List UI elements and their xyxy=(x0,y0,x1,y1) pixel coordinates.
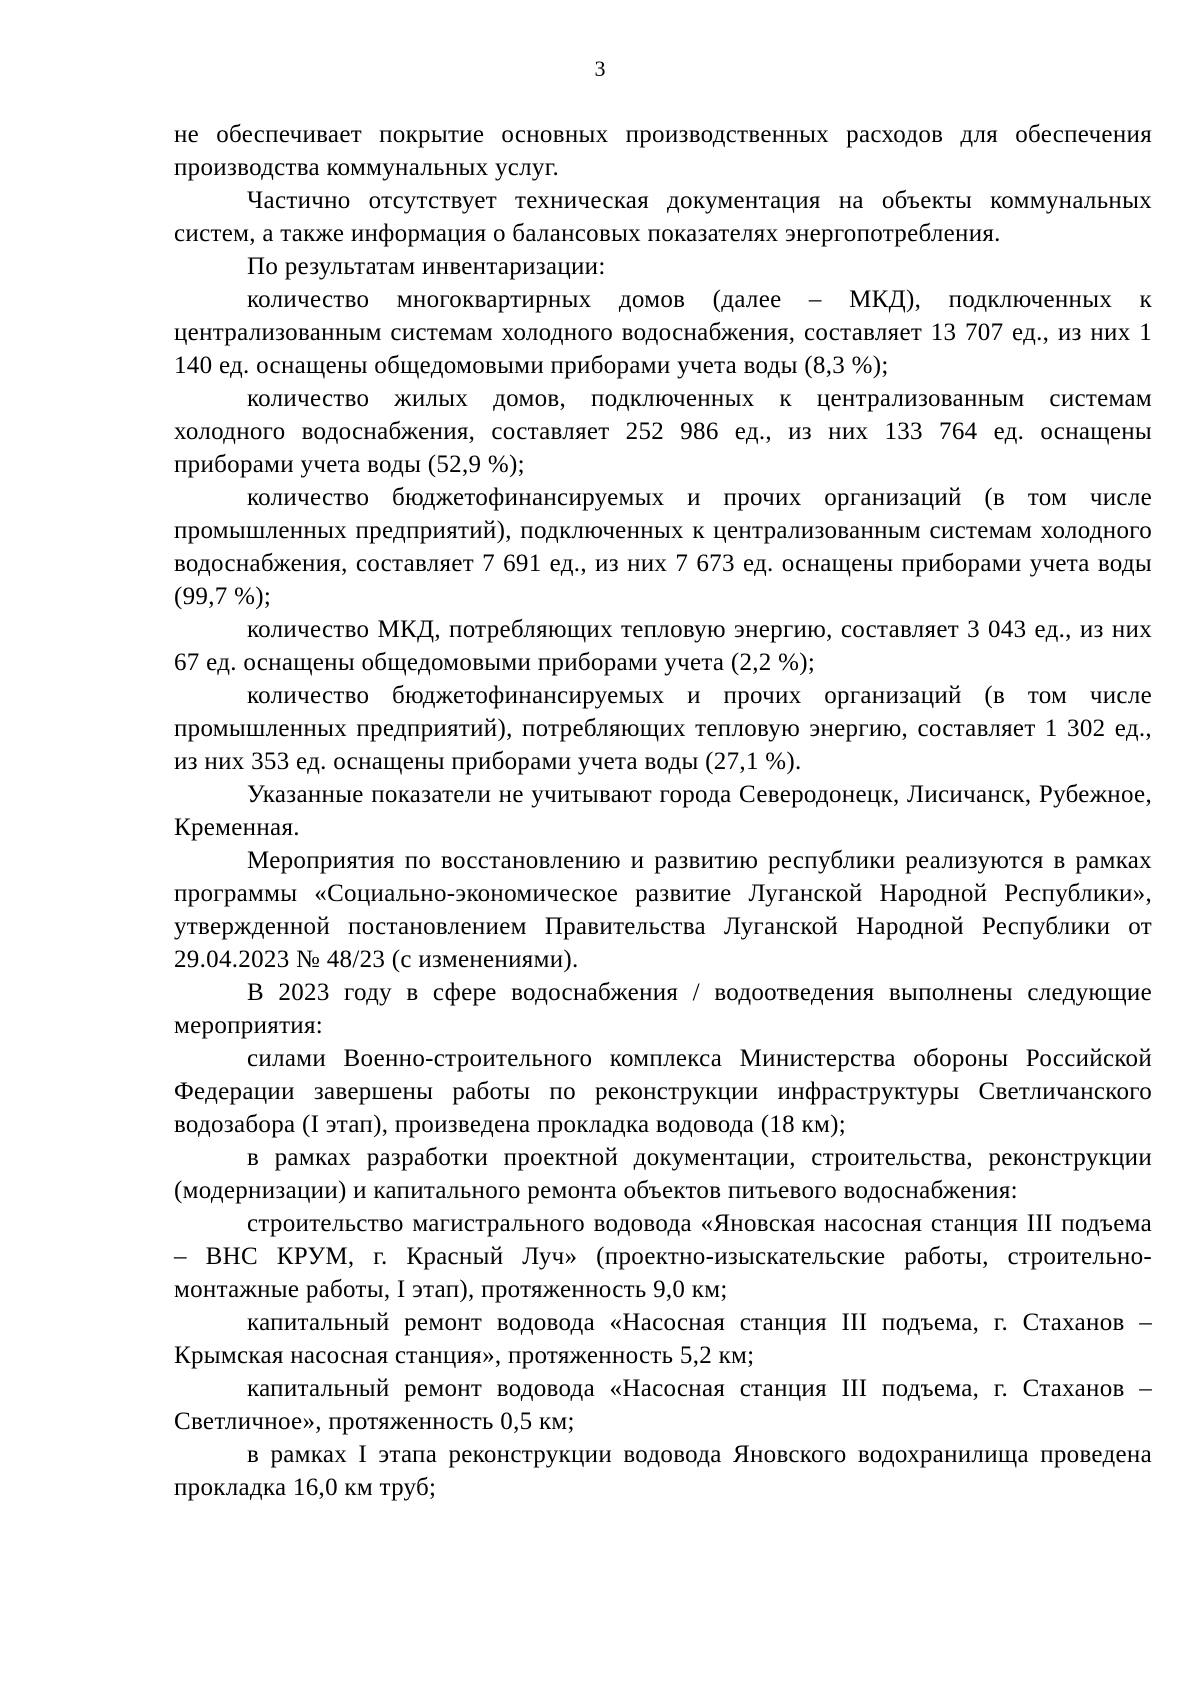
paragraph: Мероприятия по восстановлению и развитию республики реализуются в рамках программы «Социально-экономическое развитие Луганской Народной Республики», утвержденной постановлением Правительства Луганской Народной Республики от 29.04.2023 № 48/23 (с изменениями). xyxy=(174,847,1152,973)
paragraph: не обеспечивает покрытие основных производственных расходов для обеспечения производства коммунальных услуг. xyxy=(174,121,1152,181)
document-body xyxy=(174,118,1152,1504)
paragraph: в рамках I этапа реконструкции водовода Яновского водохранилища проведена прокладка 16,0 км труб; xyxy=(174,1441,1152,1501)
paragraph: Частично отсутствует техническая документация на объекты коммунальных систем, а также информация о балансовых показателях энергопотребления. xyxy=(174,187,1152,247)
paragraph: количество бюджетофинансируемых и прочих организаций (в том числе промышленных предприятий), потребляющих тепловую энергию, составляет 1 302 ед., из них 353 ед. оснащены приборами учета воды (27,1 %). xyxy=(174,682,1152,775)
paragraph: капитальный ремонт водовода «Насосная станция III подъема, г. Стаханов – Светличное», протяженность 0,5 км; xyxy=(174,1375,1152,1435)
paragraph: количество жилых домов, подключенных к централизованным системам холодного водоснабжения, составляет 252 986 ед., из них 133 764 ед. оснащены приборами учета воды (52,9 %); xyxy=(174,385,1152,478)
paragraph: В 2023 году в сфере водоснабжения / водоотведения выполнены следующие мероприятия: xyxy=(174,979,1152,1039)
paragraph: в рамках разработки проектной документации, строительства, реконструкции (модернизации) и капитального ремонта объектов питьевого водоснабжения: xyxy=(174,1144,1152,1204)
paragraph: количество бюджетофинансируемых и прочих организаций (в том числе промышленных предприятий), подключенных к централизованным системам холодного водоснабжения, составляет 7 691 ед., из них 7 673 ед. оснащены приборами учета воды (99,7 %); xyxy=(174,484,1152,610)
paragraph: количество многоквартирных домов (далее – МКД), подключенных к централизованным системам холодного водоснабжения, составляет 13 707 ед., из них 1 140 ед. оснащены общедомовыми приборами учета воды (8,3 %); xyxy=(174,286,1152,379)
page-number: 3 xyxy=(594,56,606,81)
paragraph: Указанные показатели не учитывают города Северодонецк, Лисичанск, Рубежное, Кременная. xyxy=(174,781,1152,841)
paragraph: силами Военно-строительного комплекса Министерства обороны Российской Федерации завершены работы по реконструкции инфраструктуры Светличанского водозабора (I этап), произведена прокладка водовода (18 км); xyxy=(174,1045,1152,1138)
paragraph: количество МКД, потребляющих тепловую энергию, составляет 3 043 ед., из них 67 ед. оснащены общедомовыми приборами учета (2,2 %); xyxy=(174,616,1152,676)
paragraph: По результатам инвентаризации: xyxy=(247,253,606,280)
paragraph: строительство магистрального водовода «Яновская насосная станция III подъема – ВНС КРУМ, г. Красный Луч» (проектно-изыскательские работы, строительно-монтажные работы, I этап), протяженность 9,0 км; xyxy=(174,1210,1152,1303)
paragraph: капитальный ремонт водовода «Насосная станция III подъема, г. Стаханов – Крымская насосная станция», протяженность 5,2 км; xyxy=(174,1309,1152,1369)
